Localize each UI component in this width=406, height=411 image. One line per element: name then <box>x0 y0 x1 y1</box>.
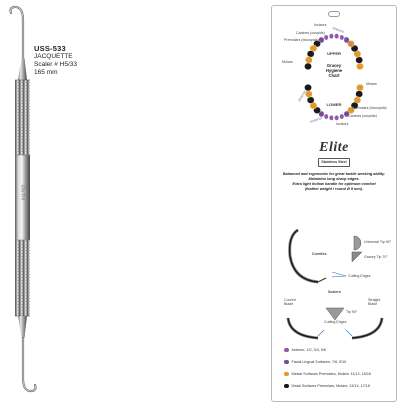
legend-row-facial-lingual <box>284 358 346 366</box>
gracey-hygiene-chart <box>282 22 386 134</box>
handle-brand-text: Elite <box>20 184 26 193</box>
lower-premolars-label: Premolars (bicuspids) <box>352 106 387 110</box>
description-line-1: Balanced and ergonomic for great tactile working ability. <box>282 172 386 176</box>
chart-title <box>318 63 350 78</box>
description-line-4: (feather weight / round Ø 9 mm). <box>304 187 364 191</box>
handle-model-text: Ti-9 <box>20 193 26 200</box>
chart-upper-label: UPPER <box>327 51 341 56</box>
product-description <box>280 172 388 192</box>
product-length: 165 mm <box>34 69 58 76</box>
upper-incisors-label: Incisors <box>314 23 327 27</box>
chart-title-line-2: Hygiene <box>325 68 343 73</box>
upper-arch-tooth <box>304 63 311 70</box>
info-card <box>271 5 397 402</box>
chart-title-line-1: Gracey <box>326 63 342 68</box>
hang-hole <box>328 11 340 17</box>
legend-text-mesial: Mesial Surfaces Premolars, Molars: 11/12, 15/16 <box>291 372 371 376</box>
lower-arch-tooth <box>307 97 314 104</box>
legend-text-distal: Distal Surfaces Premolars, Molars: 13/14, 17/18 <box>291 384 370 388</box>
scalers-tip-label: Tip 90° <box>346 310 358 314</box>
chart-title-line-3: Chart <box>328 73 340 78</box>
upper-premolars-label: Premolars (bicuspids) <box>284 38 319 42</box>
lower-molars-label: Molars <box>366 82 377 86</box>
description-line-3: Extra light hollow handle for optimum comfort <box>292 182 376 186</box>
legend-row-anterior <box>284 346 326 354</box>
anterior-label-2: Anterior <box>342 35 355 49</box>
upper-arch-tooth <box>356 57 363 64</box>
product-code: USS-533 <box>34 44 66 53</box>
curettes-label: Curettes <box>312 252 327 256</box>
legend <box>272 344 396 400</box>
description-line-2: Maintains long sharp edges. <box>308 177 360 181</box>
curettes-gracey-tip-label: Gracey Tip 70° <box>364 255 388 259</box>
lower-arch-tooth <box>324 114 328 119</box>
legend-dot-distal <box>284 384 289 389</box>
lower-canines-label: Canines (cuspids) <box>348 114 377 118</box>
handle-brand-engraving <box>21 184 26 202</box>
scalers-straight-blade-label: Straight Blade <box>368 298 381 307</box>
upper-arch-tooth <box>324 35 328 40</box>
scalers-drawing <box>280 288 390 344</box>
brand-logo: Elite <box>319 140 349 155</box>
lower-arch-tooth <box>356 91 363 98</box>
scalers-cutting-edges-label: Cutting Edges <box>324 320 347 324</box>
anterior-label-4: Anterior <box>309 115 323 125</box>
upper-arch-tooth <box>356 63 363 70</box>
anterior-label-1: Anterior <box>331 25 345 35</box>
chart-lower-label: LOWER <box>326 102 342 107</box>
product-scaler-number: Scaler # H5/33 <box>34 61 77 68</box>
legend-row-mesial <box>284 370 371 378</box>
legend-row-distal <box>284 382 370 390</box>
legend-dot-mesial <box>284 372 289 377</box>
anterior-label-3: Anterior <box>297 89 308 103</box>
product-name: JACQUETTE <box>34 53 73 60</box>
upper-arch-tooth <box>305 57 312 64</box>
scalers-label: Scalers <box>328 290 341 294</box>
upper-molars-label: Molars <box>282 60 293 64</box>
upper-arch-tooth <box>307 51 314 58</box>
curettes-universal-tip-label: Universal Tip 90° <box>364 240 392 244</box>
lower-arch-tooth <box>329 115 333 120</box>
curettes-diagram <box>284 228 392 286</box>
upper-canines-label: Canines (cuspids) <box>296 31 325 35</box>
upper-arch-tooth <box>329 34 333 39</box>
curettes-cutting-edges-label: Cutting Edges <box>348 274 371 278</box>
lower-arch-tooth <box>356 84 363 91</box>
legend-text-anterior: Anterior: 1/2, 3/4, 5/6 <box>291 348 326 352</box>
product-label <box>34 44 114 77</box>
lower-incisors-label: Incisors <box>336 122 349 126</box>
legend-text-facial-lingual: Facial Lingual Surfaces: 7/8, 9/10 <box>291 360 347 364</box>
upper-arch-tooth <box>334 34 338 39</box>
scalers-diagram <box>280 288 390 344</box>
legend-dot-anterior <box>284 348 289 353</box>
lower-arch-tooth <box>334 115 338 120</box>
lower-arch-tooth <box>340 114 344 119</box>
stainless-steel-badge: Stainless Steel <box>318 158 350 167</box>
scalers-curved-blade-label: Curved Blade <box>284 298 296 307</box>
legend-dot-facial-lingual <box>284 360 289 365</box>
